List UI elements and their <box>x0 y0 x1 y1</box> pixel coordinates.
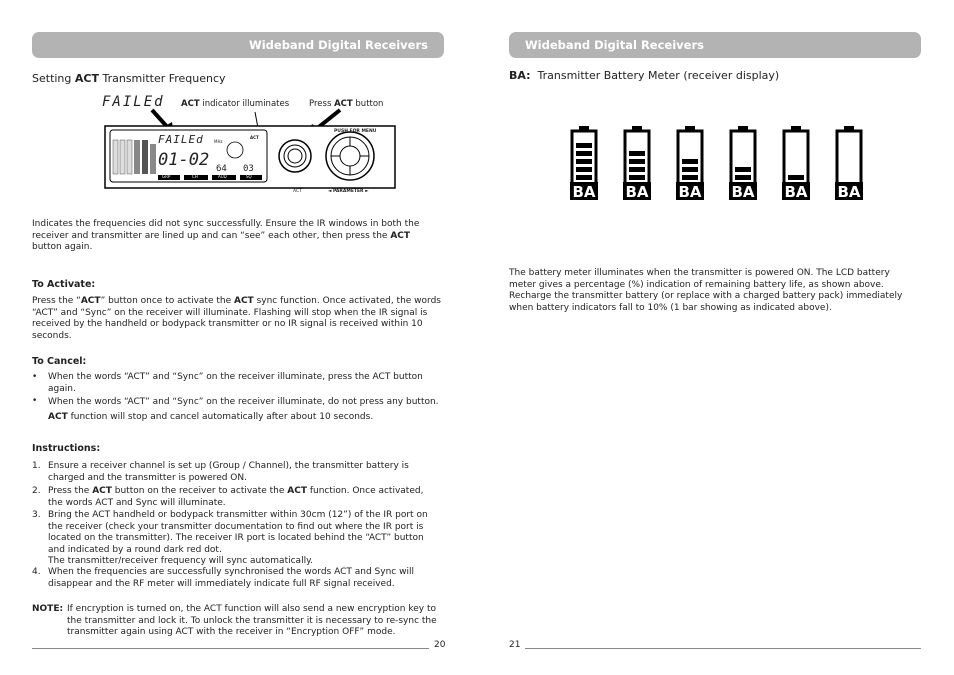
battery-bar <box>629 175 645 180</box>
to-cancel-heading: To Cancel: <box>32 356 87 367</box>
section-heading-left: Setting ACT Transmitter Frequency <box>32 72 226 85</box>
lcd-main-digits: 01-02 <box>158 150 210 170</box>
lcd-tag-aud: AUD <box>218 174 227 179</box>
note-text: If encryption is turned on, the ACT function will also send a new encryption key to the transmitter and lock it. To unlock the transmitter it is necessary to re-sync the transmitter again using ACT with the receiver in “Encryption OFF” mode. <box>67 604 437 637</box>
battery-label: BA <box>731 183 755 201</box>
ir-port-icon <box>227 142 243 158</box>
failed-label-large: FAILEd <box>102 94 165 110</box>
bullet-icon: • <box>32 372 38 382</box>
to-activate-paragraph: Press the “ACT” button once to activate the ACT sync function. Once activated, the words “ACT” and “Sync” on the receiver will illuminate. Flashing will stop when the IR signal is received by the handheld or bodypack transmitter or no IR signal is received within 10 seconds. <box>32 296 441 341</box>
lcd-small-value-2: 03 <box>243 164 254 174</box>
footer-rule-left <box>32 648 429 649</box>
battery-label: BA <box>572 183 596 201</box>
battery-label: BA <box>837 183 861 201</box>
lcd-mhz: MHz <box>214 139 223 144</box>
section-heading-right: BA: Transmitter Battery Meter (receiver display) <box>509 69 780 82</box>
step-number: 3. <box>32 510 41 520</box>
lcd-tag-ch: CH <box>192 174 198 179</box>
battery-bar <box>576 167 592 172</box>
battery-icon <box>676 126 706 202</box>
note-label: NOTE: <box>32 604 64 614</box>
cancel-item-1: When the words “ACT” and “Sync” on the receiver illuminate, press the ACT button again. <box>48 372 423 394</box>
lcd-act-indicator: ACT <box>250 135 259 140</box>
receiver-panel-drawing <box>100 92 400 202</box>
step-number: 1. <box>32 461 41 471</box>
battery-icon <box>729 126 759 202</box>
act-button-label: ACT <box>293 189 302 194</box>
battery-label: BA <box>784 183 808 201</box>
battery-bar <box>576 143 592 148</box>
battery-bar <box>682 159 698 164</box>
battery-paragraph: The battery meter illuminates when the transmitter is powered ON. The LCD battery meter gives a percentage (%) indication of remaining battery life, as shown above. Recharge the transmitter battery (or replace with a charged battery pack) immediately when battery indicators fall to 10% (1 bar showing as indicated above). <box>509 268 903 313</box>
instruction-step-3: Bring the ACT handheld or bodypack transmitter within 30cm (12”) of the IR port on the receiver (check your transmitter documentation to find out where the IR port is located on the transmitter). The receiver IR port is located behind the “ACT” button and indicated by a round dark red dot. The transmitter/receiver frequency will sync automatically. <box>48 510 428 566</box>
bullet-icon: • <box>32 396 38 406</box>
battery-bar <box>682 175 698 180</box>
step-number: 4. <box>32 567 41 577</box>
lcd-failed-text: FAILEd <box>158 133 204 146</box>
instruction-step-4: When the frequencies are successfully synchronised the words ACT and Sync will disappear and the RF meter will immediately indicate full RF signal received. <box>48 567 414 589</box>
footer-rule-right <box>525 648 921 649</box>
callout-act-indicator: ACT indicator illuminates <box>181 99 290 109</box>
battery-icon <box>782 126 812 202</box>
instruction-step-2: Press the ACT button on the receiver to activate the ACT function. Once activated, the words ACT and Sync will illuminate. <box>48 486 424 508</box>
battery-bar <box>788 175 804 180</box>
battery-bar <box>576 151 592 156</box>
battery-bar <box>576 175 592 180</box>
instructions-heading: Instructions: <box>32 443 101 454</box>
page-number-right: 21 <box>509 640 521 650</box>
receiver-figure <box>100 92 400 202</box>
page-header-left: Wideband Digital Receivers <box>32 32 444 58</box>
battery-bar <box>682 167 698 172</box>
battery-label: BA <box>678 183 702 201</box>
battery-bar <box>735 167 751 172</box>
page-number-left: 20 <box>434 640 446 650</box>
battery-icon <box>570 126 600 202</box>
battery-bar <box>629 167 645 172</box>
battery-icon <box>835 126 865 202</box>
to-activate-heading: To Activate: <box>32 279 96 290</box>
battery-bar <box>735 175 751 180</box>
instruction-step-1: Ensure a receiver channel is set up (Group / Channel), the transmitter battery is charged and the transmitter is powered ON. <box>48 461 409 483</box>
intro-paragraph: Indicates the frequencies did not sync successfully. Ensure the IR windows in both the receiver and transmitter are lined up and can “see” each other, then press the ACT button again. <box>32 219 420 252</box>
battery-bar <box>629 151 645 156</box>
page-header-right: Wideband Digital Receivers <box>509 32 921 58</box>
battery-bar <box>576 159 592 164</box>
battery-label: BA <box>625 183 649 201</box>
step-number: 2. <box>32 486 41 496</box>
battery-meter-figure <box>570 126 870 202</box>
callout-press-act: Press ACT button <box>309 99 384 109</box>
lcd-tag-grp: GRP <box>162 174 171 179</box>
push-for-menu-label: PUSH FOR MENU <box>334 129 377 134</box>
battery-bar <box>629 159 645 164</box>
cancel-item-2: When the words “ACT” and “Sync” on the receiver illuminate, do not press any button. ACT function will stop and cancel automatically after about 10 seconds. <box>48 397 439 422</box>
parameter-label: ◄ PARAMETER ► <box>328 189 369 194</box>
battery-icon <box>623 126 653 202</box>
lcd-tag-sq: SQ <box>246 174 252 179</box>
lcd-small-value-1: 64 <box>216 164 227 174</box>
